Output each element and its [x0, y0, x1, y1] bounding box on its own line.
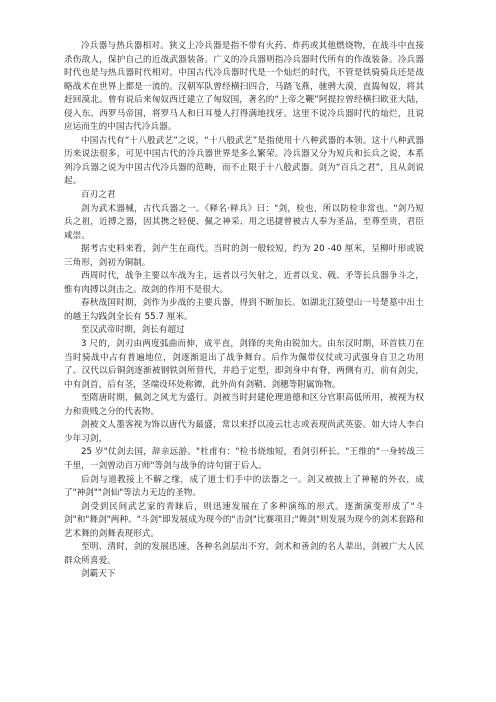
paragraph-sword-definition: 剑为武术器械，古代兵器之一。《释名·释兵》曰："剑，检也，所以防检非常也。"剑乃短兵之祖，近搏之器，因其携之轻便、佩之神采、用之迅捷曾被古人奉为圣品，至尊至贵，君臣咸崇。: [64, 203, 424, 241]
paragraph-taoism: 后剑与道教接上不解之缘，成了道士们手中的法器之一。剑又被披上了神秘的外衣，成了"神剑""剑仙"等法力无边的圣物。: [64, 474, 424, 499]
paragraph-shang-dynasty: 据考古史料来看，剑产生在商代。当时的剑一般较短，约为 20 -40 厘米，呈柳叶形或锐三角形，剑初为铜制。: [64, 244, 424, 268]
paragraph-han-wudi: 至汉武帝时期，剑长有超过: [81, 325, 185, 336]
section-heading-sword: 百刃之君: [81, 190, 116, 201]
paragraph-ming-qing: 至明、清时，剑的发展迅速，各种名剑层出不穷，剑术和善剑的名人辈出，剑被广大人民群众所喜爱。: [64, 542, 424, 566]
section-heading-dominance: 剑霸天下: [81, 569, 116, 580]
paragraph-western-zhou: 西周时代，战争主要以车战为主，远者以弓矢射之，近者以戈、戟、矛等长兵器争斗之，惟有肉搏以剑击之。故剑的作用不是很大。: [64, 271, 424, 295]
paragraph-poets: 25 岁"仗剑去国，辞亲远游。"杜甫有："检书烧烛短，看剑引杯长。"王维的"一身转战三千里，一剑曾动百万师"等剑与战争的诗句留于后人。: [64, 447, 424, 471]
paragraph-sui-tang: 至隋唐时期，佩剑之风尤为盛行。剑被当时封建伦理道德和区分官职高低所用，被视为权力和贵贱之分的代表物。: [64, 393, 424, 417]
paragraph-folk-martial: 剑受到民间武艺家的青睐后，则迅速发展在了多种演练的形式。逐渐演变形成了"斗剑"和"舞剑"两种。"斗剑"即发展成为现今的"击剑"比赛项目;"舞剑"则发展为现今的剑术套路和艺术舞的剑舞表现形式。: [64, 501, 424, 539]
paragraph-eighteen-arts: 中国古代有“十八般武艺”之说，“十八般武艺”是指使用十八种武器的本领。这十八种武器历来说法很多，可见中国古代的冷兵器世界是多么繁荣。冷兵器又分为短兵和长兵之说，本系列冷兵器之说为中国古代冷兵器的范畴，而不止限于十八般武器。剑为“百兵之君”，且从剑说起。: [64, 135, 424, 187]
paragraph-spring-autumn: 春秋战国时期，剑作为步战的主要兵器，得到不断加长。如湖北江陵望山一号楚墓中出土的越王勾践剑全长有 55.7 厘米。: [64, 298, 424, 322]
paragraph-three-chi: 3 尺的，剑刃由两度弧曲而伸，成平直，剑锋的夹角由锐加大。由东汉时期，环首铁刀在当时骑战中占有普遍地位，剑逐渐退出了战争舞台。后作为佩带仪仗或习武强身自卫之功用了。汉代以后铜剑逐渐被钢铁剑所替代，并趋于定型，即剑身中有脊，两侧有刃，前有剑尖，中有剑首，后有茎，茎端设环处称镡，此外尚有剑鞘、剑穗等附属饰物。: [64, 339, 424, 390]
paragraph-intro: 冷兵器与热兵器相对。狭义上冷兵器是指不带有火药、炸药或其他燃烧物，在战斗中直接杀伤敌人，保护自己的近战武器装备。广义的冷兵器则指冷兵器时代所有的作战装备。冷兵器时代也是与热兵器时代相对。中国古代冷兵器时代是一个灿烂的时代，不管是铁骑骑兵还是战略战术在世界上都是一流的。汉朝军队曾经横扫四合，马踏飞燕，驰骋大漠，直捣匈奴，将其赶回漠北。曾有说后来匈奴西迁建立了匈奴国，著名的“上帝之鞭”阿提拉曾经横扫欧亚大陆，侵入东、西罗马帝国，将罗马人和日耳曼人打得满地找牙。这里不说冷兵器时代的灿烂，且说应运而生的中国古代冷兵器。: [64, 41, 424, 133]
paragraph-literati: 剑被文人墨客视为饰以唐代为最盛，常以来抒以凌云壮志或表现尚武英姿。如大诗人李白少年习剑，: [64, 420, 424, 444]
